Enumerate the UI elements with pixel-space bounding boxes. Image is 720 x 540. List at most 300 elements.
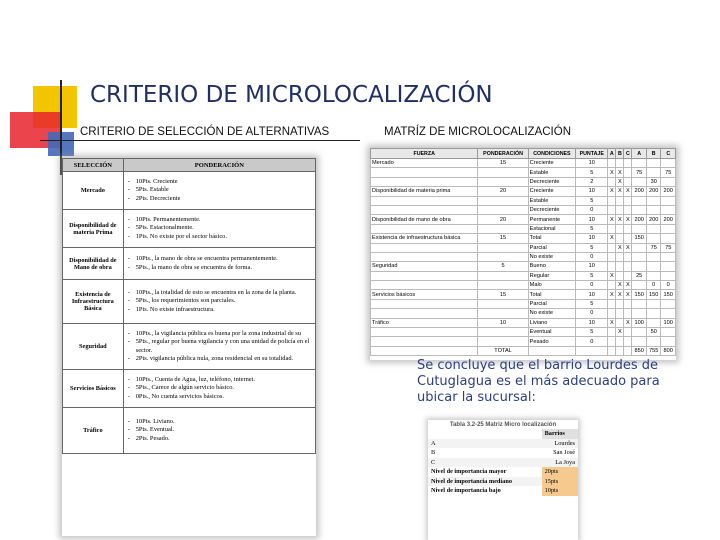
matrix-cell: Pesado (528, 337, 576, 346)
matrix-cell (661, 328, 676, 337)
ponderacion-cell (123, 370, 315, 408)
matrix-cell (632, 309, 647, 318)
matrix-cell (616, 205, 624, 214)
factor-cell: Disponibilidad de materia Prima (63, 210, 124, 248)
matrix-cell (661, 337, 676, 346)
matrix-row (371, 187, 676, 196)
selection-row (63, 408, 316, 454)
matrix-cell (608, 328, 616, 337)
factor-cell: Mercado (63, 172, 124, 210)
selection-row (63, 370, 316, 408)
matrix-row (371, 243, 676, 252)
matrix-cell: 10 (576, 187, 608, 196)
matrix-cell: Total (528, 234, 576, 243)
matrix-cell (616, 271, 624, 280)
microlocation-matrix-panel (370, 148, 676, 360)
matrix-cell: 2 (576, 177, 608, 186)
ponderacion-cell (123, 408, 315, 454)
matrix-row (371, 318, 676, 327)
matrix-cell (624, 346, 632, 355)
matrix-cell (661, 309, 676, 318)
matrix-cell (624, 262, 632, 271)
matrix-cell: 150 (632, 234, 647, 243)
ponderacion-item: - 0Pts., No cuenta servicios básicos. (136, 393, 313, 401)
decor-horizontal-line (40, 140, 360, 141)
matrix-cell (616, 159, 624, 168)
barrios-value: La Joya (555, 458, 575, 466)
matrix-cell: TOTAL (478, 346, 528, 355)
matrix-cell (624, 234, 632, 243)
matrix-cell (646, 271, 661, 280)
ponderacion-cell (123, 210, 315, 248)
matrix-cell: 200 (632, 215, 647, 224)
matrix-cell (632, 337, 647, 346)
ponderacion-cell (123, 172, 315, 210)
matrix-cell (624, 299, 632, 308)
matrix-cell: 50 (646, 328, 661, 337)
ponderacion-list (126, 418, 313, 443)
barrios-row (428, 458, 578, 468)
matrix-row (371, 234, 676, 243)
ponderacion-item: - 5Pts. Eventual. (136, 426, 313, 434)
matrix-cell: 0 (576, 281, 608, 290)
matrix-cell: 0 (576, 252, 608, 261)
matrix-cell (478, 243, 528, 252)
matrix-cell: Parcial (528, 243, 576, 252)
matrix-cell: Servicios básicos (371, 290, 478, 299)
ponderacion-item: - 2Pts. vigilancia pública nula, zona residencial en su totalidad. (136, 355, 313, 363)
selection-row (63, 172, 316, 210)
matrix-cell: Regular (528, 271, 576, 280)
matrix-cell (371, 328, 478, 337)
ponderacion-list (126, 289, 313, 314)
matrix-cell (616, 346, 624, 355)
matrix-cell: 15 (478, 159, 528, 168)
matrix-cell: Permanente (528, 215, 576, 224)
ponderacion-list (126, 178, 313, 203)
barrios-panel (428, 420, 578, 540)
matrix-row (371, 309, 676, 318)
barrios-key: A (431, 439, 436, 447)
matrix-cell: X (608, 234, 616, 243)
matrix-cell: X (608, 318, 616, 327)
matrix-cell: 100 (632, 318, 647, 327)
matrix-cell (528, 346, 576, 355)
matrix-cell (624, 337, 632, 346)
matrix-row (371, 271, 676, 280)
matrix-cell: 5 (576, 271, 608, 280)
matrix-cell: Estable (528, 196, 576, 205)
matrix-cell (371, 299, 478, 308)
matrix-cell (646, 299, 661, 308)
matrix-cell (632, 281, 647, 290)
matrix-header: CONDICIONES (528, 149, 576, 159)
matrix-header: B (646, 149, 661, 159)
matrix-cell: 5 (576, 328, 608, 337)
matrix-cell (371, 205, 478, 214)
matrix-cell (616, 337, 624, 346)
barrios-key: Nivel de importancia bajo (431, 487, 501, 495)
matrix-cell: Tráfico (371, 318, 478, 327)
matrix-cell (608, 224, 616, 233)
matrix-cell: X (624, 215, 632, 224)
matrix-cell: 200 (661, 215, 676, 224)
matrix-cell: Bueno (528, 262, 576, 271)
ponderacion-list (126, 216, 313, 241)
matrix-cell (632, 205, 647, 214)
matrix-cell (478, 337, 528, 346)
matrix-cell (632, 159, 647, 168)
matrix-cell: 800 (661, 346, 676, 355)
ponderacion-item: - 10Pts. Creciente (136, 178, 313, 186)
matrix-cell (624, 159, 632, 168)
matrix-cell: 0 (576, 337, 608, 346)
matrix-cell: 10 (576, 318, 608, 327)
matrix-cell (371, 168, 478, 177)
barrios-value: San José (553, 449, 575, 457)
matrix-cell: No existe (528, 309, 576, 318)
matrix-cell (371, 337, 478, 346)
matrix-cell (646, 234, 661, 243)
barrios-value: 10pts (542, 486, 578, 496)
barrios-table (428, 429, 578, 496)
matrix-cell (661, 299, 676, 308)
matrix-cell: Decreciente (528, 177, 576, 186)
matrix-cell: X (616, 290, 624, 299)
matrix-cell: 0 (646, 281, 661, 290)
matrix-cell (478, 328, 528, 337)
matrix-cell: 0 (576, 205, 608, 214)
matrix-cell (646, 252, 661, 261)
matrix-row (371, 262, 676, 271)
matrix-cell: X (624, 243, 632, 252)
barrios-key: Nivel de importancia mediano (431, 477, 512, 485)
matrix-cell (608, 346, 616, 355)
matrix-cell: 10 (576, 215, 608, 224)
matrix-cell: Liviano (528, 318, 576, 327)
matrix-cell (371, 281, 478, 290)
matrix-cell (371, 224, 478, 233)
matrix-cell (632, 252, 647, 261)
matrix-cell: Disponibilidad de mano de obra (371, 215, 478, 224)
matrix-cell: Eventual (528, 328, 576, 337)
matrix-cell (371, 177, 478, 186)
matrix-cell (478, 309, 528, 318)
matrix-cell: 0 (661, 281, 676, 290)
matrix-row (371, 215, 676, 224)
matrix-cell: 850 (632, 346, 647, 355)
ponderacion-item: - 10Pts. Permanentemente. (136, 216, 313, 224)
matrix-cell: X (608, 271, 616, 280)
matrix-cell (608, 309, 616, 318)
matrix-cell (478, 168, 528, 177)
matrix-cell: Estacional (528, 224, 576, 233)
matrix-cell: 5 (478, 262, 528, 271)
matrix-cell: X (608, 187, 616, 196)
matrix-cell: 150 (632, 290, 647, 299)
barrios-key: B (431, 449, 436, 457)
matrix-cell: 20 (478, 187, 528, 196)
matrix-cell: 5 (576, 299, 608, 308)
header-seleccion: SELECCIÓN (63, 159, 124, 172)
matrix-cell (616, 224, 624, 233)
matrix-cell (608, 337, 616, 346)
matrix-cell (371, 271, 478, 280)
matrix-cell: X (608, 168, 616, 177)
matrix-cell: 10 (478, 318, 528, 327)
matrix-cell: 200 (632, 187, 647, 196)
matrix-cell (608, 262, 616, 271)
matrix-cell (646, 309, 661, 318)
matrix-cell (371, 346, 478, 355)
matrix-cell: 15 (478, 290, 528, 299)
barrios-row (428, 448, 578, 458)
matrix-cell: 10 (576, 290, 608, 299)
matrix-cell (646, 196, 661, 205)
matrix-header: PONDERACIÓN (478, 149, 528, 159)
matrix-cell: X (616, 243, 624, 252)
matrix-cell (646, 337, 661, 346)
matrix-cell (616, 196, 624, 205)
matrix-cell (646, 159, 661, 168)
selection-criteria-table (62, 158, 316, 454)
matrix-row (371, 196, 676, 205)
barrios-key: Nivel de importancia mayor (431, 468, 507, 476)
matrix-header: A (608, 149, 616, 159)
selection-row (63, 248, 316, 280)
ponderacion-item: - 1Pts. No existe infraestructura. (136, 306, 313, 314)
matrix-cell (608, 159, 616, 168)
matrix-header: FUERZA (371, 149, 478, 159)
barrios-row (428, 467, 578, 477)
ponderacion-item: - 5Pts., los requerimientos son parciales. (136, 297, 313, 305)
matrix-cell (478, 177, 528, 186)
barrios-value: Lourdes (554, 439, 575, 447)
matrix-cell: X (624, 281, 632, 290)
matrix-cell (608, 243, 616, 252)
matrix-cell: 5 (576, 243, 608, 252)
matrix-cell (478, 196, 528, 205)
matrix-cell: Parcial (528, 299, 576, 308)
matrix-cell (478, 252, 528, 261)
matrix-cell: Creciente (528, 159, 576, 168)
matrix-cell: 25 (632, 271, 647, 280)
factor-cell: Disponibilidad de Mano de obra (63, 248, 124, 280)
barrios-row (428, 439, 578, 449)
matrix-cell (478, 205, 528, 214)
matrix-header: C (661, 149, 676, 159)
factor-cell: Seguridad (63, 324, 124, 370)
ponderacion-item: - 10Pts., la mano de obra se encuentra permanentemente. (136, 255, 313, 263)
ponderacion-item: - 10Pts., la vigilancia pública es buena por la zona industrial de su (136, 330, 313, 338)
right-subtitle: MATRÍZ DE MICROLOCALIZACIÓN (384, 126, 571, 138)
matrix-cell (632, 196, 647, 205)
matrix-cell (646, 224, 661, 233)
matrix-cell: 75 (661, 243, 676, 252)
matrix-row (371, 290, 676, 299)
matrix-cell (608, 281, 616, 290)
conclusion-text: Se concluye que el barrio Lourdes de Cutuglagua es el más adecuado para ubicar la sucursal: (417, 358, 660, 405)
matrix-cell (632, 224, 647, 233)
ponderacion-item: - 5Pts., regular por buena vigilancia y con una unidad de policía en el sector. (136, 338, 313, 354)
left-subtitle: CRITERIO DE SELECCIÓN DE ALTERNATIVAS (80, 126, 330, 138)
ponderacion-item: - 2Pts. Decreciente (136, 195, 313, 203)
matrix-cell: 75 (632, 168, 647, 177)
matrix-cell (661, 271, 676, 280)
matrix-cell: 10 (576, 234, 608, 243)
matrix-cell (661, 196, 676, 205)
microlocation-matrix-table (370, 148, 676, 356)
matrix-cell (608, 196, 616, 205)
matrix-cell: 10 (576, 159, 608, 168)
matrix-cell (608, 252, 616, 261)
matrix-cell: Decreciente (528, 205, 576, 214)
matrix-cell (608, 299, 616, 308)
ponderacion-cell (123, 324, 315, 370)
ponderacion-cell (123, 280, 315, 324)
factor-cell: Existencia de Infraestructura Básica (63, 280, 124, 324)
matrix-row (371, 177, 676, 186)
ponderacion-item: - 5Pts. Estable (136, 186, 313, 194)
matrix-cell: 30 (646, 177, 661, 186)
matrix-cell (661, 224, 676, 233)
matrix-cell (624, 168, 632, 177)
matrix-cell (478, 224, 528, 233)
matrix-cell (646, 262, 661, 271)
barrios-key: C (431, 458, 436, 466)
matrix-cell: X (608, 290, 616, 299)
matrix-cell (608, 205, 616, 214)
matrix-cell: 5 (576, 196, 608, 205)
matrix-cell (661, 205, 676, 214)
matrix-cell (661, 262, 676, 271)
ponderacion-item: - 2Pts. Pesado. (136, 435, 313, 443)
ponderacion-item: - 5Pts., la mano de obra se encuentra de forma. (136, 264, 313, 272)
matrix-row (371, 337, 676, 346)
ponderacion-list (126, 376, 313, 401)
matrix-cell: X (616, 187, 624, 196)
matrix-cell: No existe (528, 252, 576, 261)
slide-title: CRITERIO DE MICROLOCALIZACIÓN (90, 82, 493, 108)
header-ponderacion: PONDERACIÓN (123, 159, 315, 172)
matrix-cell (632, 243, 647, 252)
matrix-cell: 15 (478, 234, 528, 243)
matrix-cell: X (608, 215, 616, 224)
matrix-cell: 100 (661, 318, 676, 327)
matrix-row (371, 252, 676, 261)
matrix-cell (632, 328, 647, 337)
matrix-row (371, 328, 676, 337)
matrix-cell: 5 (576, 168, 608, 177)
matrix-cell: X (616, 328, 624, 337)
matrix-cell (624, 252, 632, 261)
ponderacion-item: - 10Pts., Cuenta de Agua, luz, teléfono, internet. (136, 376, 313, 384)
matrix-cell (371, 196, 478, 205)
matrix-cell (661, 159, 676, 168)
matrix-cell (608, 177, 616, 186)
ponderacion-item: - 10Pts., la totalidad de esto se encuentra en la zona de la planta. (136, 289, 313, 297)
matrix-cell (646, 168, 661, 177)
barrios-value: 20pts (542, 467, 578, 477)
matrix-cell: 5 (576, 224, 608, 233)
matrix-cell (616, 318, 624, 327)
barrios-header: Barrios (542, 429, 578, 439)
matrix-cell (646, 205, 661, 214)
matrix-cell: X (616, 177, 624, 186)
matrix-cell: 200 (646, 187, 661, 196)
matrix-cell (624, 196, 632, 205)
barrios-value: 15pts (542, 477, 578, 487)
matrix-cell: 200 (661, 187, 676, 196)
matrix-cell: Estable (528, 168, 576, 177)
matrix-cell (624, 271, 632, 280)
matrix-cell: Existencia de infraestructura básica (371, 234, 478, 243)
matrix-cell: Disponibilidad de materia prima (371, 187, 478, 196)
matrix-row (371, 299, 676, 308)
matrix-cell (632, 262, 647, 271)
ponderacion-list (126, 330, 313, 363)
ponderacion-item: - 5Pts. Estacionalmente. (136, 224, 313, 232)
selection-criteria-panel (62, 158, 316, 536)
factor-cell: Servicios Básicos (63, 370, 124, 408)
matrix-cell: Seguridad (371, 262, 478, 271)
matrix-cell (478, 281, 528, 290)
factor-cell: Tráfico (63, 408, 124, 454)
matrix-cell (632, 299, 647, 308)
matrix-row (371, 224, 676, 233)
matrix-cell: 755 (646, 346, 661, 355)
ponderacion-item: - 10Pts. Liviano. (136, 418, 313, 426)
matrix-cell (371, 252, 478, 261)
matrix-cell (646, 318, 661, 327)
matrix-cell: Malo (528, 281, 576, 290)
matrix-cell (661, 177, 676, 186)
matrix-cell (624, 309, 632, 318)
matrix-row (371, 205, 676, 214)
matrix-cell (624, 205, 632, 214)
ponderacion-item: - 1Pts. No existe por el sector básico. (136, 233, 313, 241)
barrios-row (428, 477, 578, 487)
matrix-cell (616, 262, 624, 271)
matrix-cell (616, 309, 624, 318)
matrix-cell: 20 (478, 215, 528, 224)
matrix-cell (661, 252, 676, 261)
matrix-cell: 75 (661, 168, 676, 177)
selection-row (63, 210, 316, 248)
matrix-cell: X (616, 281, 624, 290)
matrix-cell (661, 234, 676, 243)
matrix-cell (624, 177, 632, 186)
matrix-cell: Mercado (371, 159, 478, 168)
matrix-cell: X (624, 318, 632, 327)
matrix-header: B (616, 149, 624, 159)
matrix-cell: X (616, 168, 624, 177)
matrix-cell (478, 299, 528, 308)
matrix-row (371, 159, 676, 168)
matrix-cell: 150 (661, 290, 676, 299)
matrix-header: PUNTAJE (576, 149, 608, 159)
barrios-caption: Tabla 3.2-25 Matriz Micro localización (449, 422, 557, 428)
matrix-cell (624, 224, 632, 233)
matrix-cell (371, 243, 478, 252)
matrix-cell: X (624, 290, 632, 299)
matrix-cell: 10 (576, 262, 608, 271)
matrix-cell (616, 252, 624, 261)
barrios-row (428, 486, 578, 496)
matrix-cell (576, 346, 608, 355)
matrix-header: A (632, 149, 647, 159)
matrix-cell: X (616, 215, 624, 224)
